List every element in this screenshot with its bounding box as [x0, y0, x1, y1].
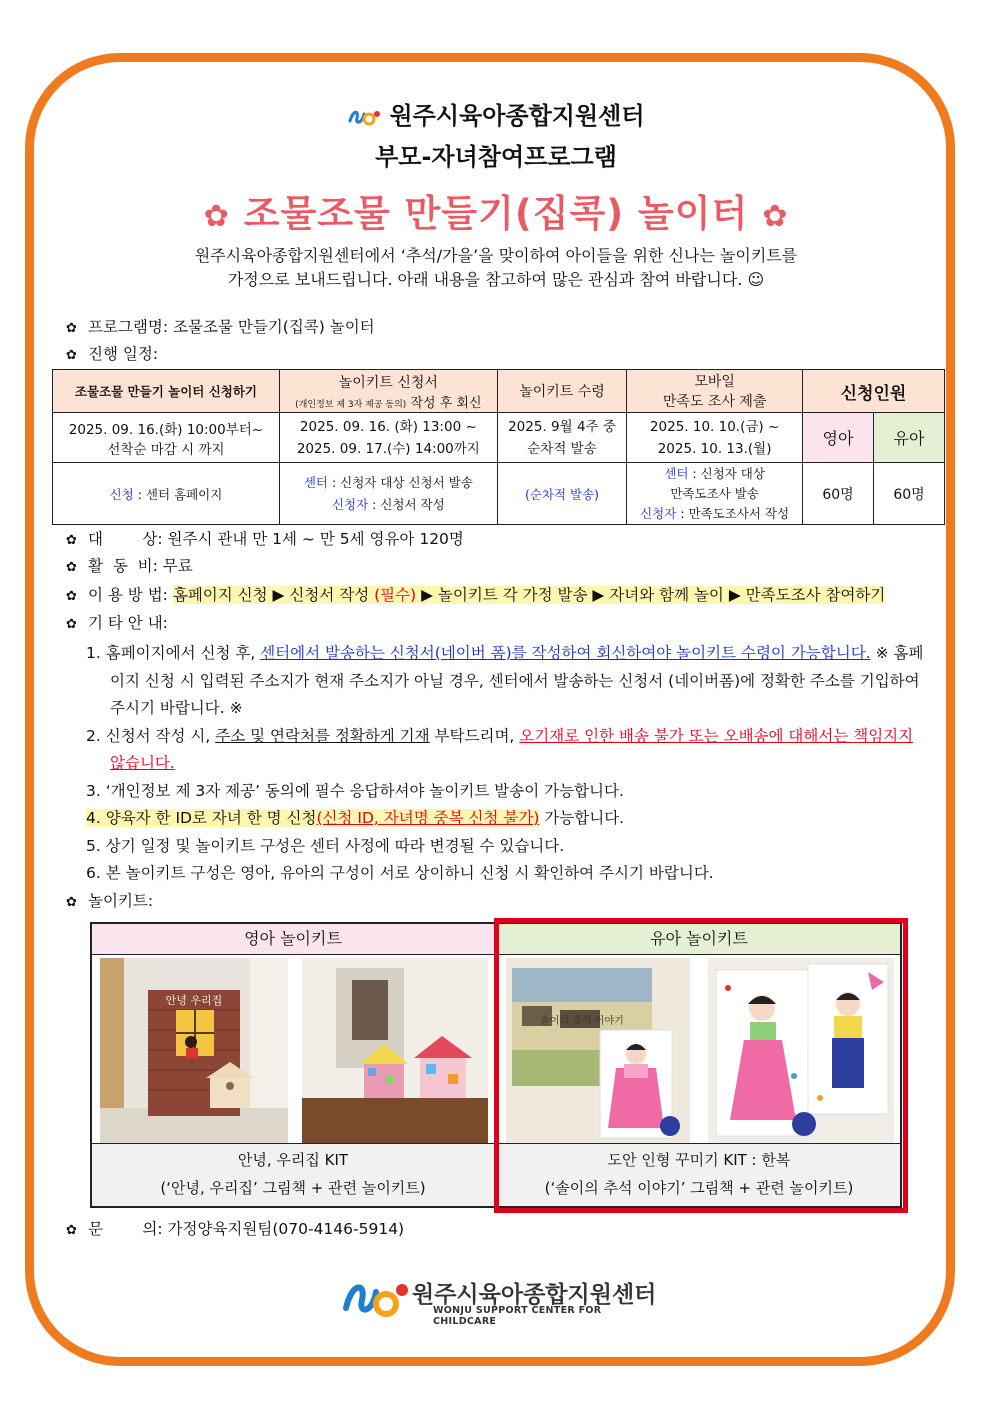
schedule-label-row: ✿ 진행 일정:	[66, 343, 158, 367]
infant-kit-desc: (‘안녕, 우리집’ 그림책 + 관련 놀이키트)	[160, 1179, 426, 1197]
bullet-flower-icon: ✿	[66, 589, 77, 604]
infant-count: 60명	[803, 463, 874, 525]
schedule-date-apply: 2025. 09. 16.(화) 10:00부터~ 선착순 마감 시 까지	[53, 413, 280, 463]
note-6: 6. 본 놀이키트 구성은 영아, 유아의 구성이 서로 상이하니 신청 시 확인하여 주시기 바랍니다.	[86, 864, 714, 882]
toddler-kit-name: 도안 인형 꾸미기 KIT : 한복	[607, 1151, 791, 1169]
intro-line: 원주시육아종합지원센터에서 ‘추석/가을’을 맞이하여 아이들을 위한 신나는 놀이키트를	[194, 246, 798, 265]
note-5: 5. 상기 일정 및 놀이키트 구성은 센터 사정에 따라 변경될 수 있습니다.	[86, 836, 565, 855]
usage-steps: 홈페이지 신청 ▶ 신청서 작성 (필수) ▶ 놀이키트 각 가정 발송 ▶ 자녀와 함께 놀이 ▶ 만족도조사 참여하기	[172, 586, 886, 604]
infant-kit-panel	[90, 922, 496, 1208]
footer-org-kr: 원주시육아종합지원센터	[412, 1282, 657, 1308]
flower-icon: ✿	[762, 199, 789, 234]
bullet-flower-icon: ✿	[66, 895, 77, 910]
note-1: 1. 홈페이지에서 신청 후, 센터에서 발송하는 신청서(네이버 폼)를 작성하여 회신하여야 놀이키트 수령이 가능합니다. ※ 홈페이지 신청 시 입력된 주소지가 현재 주소지가 아닐 경우, 센터에서 발송하는 신청서 (네이버폼)에 정확한 주소를 기입하여 주시기 바랍니다. ※	[86, 644, 924, 717]
schedule-header-apply: 조물조물 만들기 놀이터 신청하기	[53, 370, 280, 413]
toddler-kit-caption	[498, 1143, 900, 1206]
toddler-count: 60명	[874, 463, 945, 525]
page-title	[0, 183, 992, 237]
svg-text:솔이의 추석 이야기: 솔이의 추석 이야기	[540, 1016, 624, 1027]
schedule-header-receive: 놀이키트 수령	[497, 370, 626, 413]
schedule-detail-survey: 센터 : 신청자 대상 만족도조사 발송 신청자 : 만족도조사서 작성	[627, 463, 803, 525]
infant-book-photo	[100, 958, 288, 1144]
fee-row: ✿ 활 동 비: 무료	[66, 555, 193, 579]
schedule-header-count: 신청인원	[803, 370, 945, 413]
infant-label: 영아	[803, 413, 874, 463]
svg-text:안녕 우리집: 안녕 우리집	[165, 994, 223, 1007]
bullet-flower-icon: ✿	[66, 348, 77, 363]
center-logo-icon	[340, 1274, 410, 1322]
infant-kit-name: 안녕, 우리집 KIT	[237, 1151, 349, 1169]
footer-logo	[340, 1274, 660, 1327]
flower-icon: ✿	[203, 199, 230, 234]
schedule-date-form: 2025. 09. 16. (화) 13:00 ~ 2025. 09. 17.(수) 14:00까지	[279, 413, 497, 463]
schedule-detail-apply: 신청 : 센터 홈페이지	[53, 463, 280, 525]
notes-label-row: ✿ 기 타 안 내:	[66, 612, 168, 636]
toddler-kit-desc: (‘솔이의 추석 이야기’ 그림책 + 관련 놀이키트)	[544, 1179, 854, 1197]
kit-label-row: ✿ 놀이키트:	[66, 890, 153, 914]
intro-text	[0, 244, 992, 292]
bullet-flower-icon: ✿	[66, 321, 77, 336]
infant-kit-header: 영아 놀이키트	[92, 924, 494, 955]
bullet-flower-icon: ✿	[66, 560, 77, 575]
footer-org-en: WONJU SUPPORT CENTER FOR CHILDCARE	[433, 1305, 602, 1327]
notes-list	[86, 640, 926, 888]
note-4: 4. 양육자 한 ID로 자녀 한 명 신청(신청 ID, 자녀명 중복 신청 불가) 가능합니다.	[86, 809, 625, 827]
intro-line: 가정으로 보내드립니다. 아래 내용을 참고하여 많은 관심과 참여 바랍니다. ☺	[227, 270, 765, 289]
infant-kit-caption	[92, 1143, 494, 1206]
toddler-book-photo	[506, 958, 690, 1144]
target-row: ✿ 대 상: 원주시 관내 만 1세 ~ 만 5세 영유아 120명	[66, 528, 464, 552]
toddler-kit-panel	[496, 922, 902, 1208]
note-3: 3. ‘개인정보 제 3자 제공’ 동의에 필수 응답하셔야 놀이키트 발송이 가능합니다.	[86, 781, 624, 800]
bullet-flower-icon: ✿	[66, 617, 77, 632]
contact-row: ✿ 문 의: 가정양육지원팀(070-4146-5914)	[66, 1218, 404, 1242]
header-org	[0, 96, 992, 131]
note-2: 2. 신청서 작성 시, 주소 및 연락처를 정확하게 기재 부탁드리며, 오기재로 인한 배송 불가 또는 오배송에 대해서는 책임지지 않습니다.	[86, 726, 914, 772]
program-name-row: ✿ 프로그램명: 조물조물 만들기(집콕) 놀이터	[66, 316, 375, 340]
bullet-flower-icon: ✿	[66, 533, 77, 548]
title-text: 조물조물 만들기(집콕) 놀이터	[243, 192, 749, 235]
schedule-detail-form: 센터 : 신청자 대상 신청서 발송 신청자 : 신청서 작성	[279, 463, 497, 525]
infant-house-photo	[302, 958, 488, 1144]
schedule-table	[52, 369, 945, 525]
center-logo-icon	[347, 106, 381, 128]
schedule-date-receive: 2025. 9월 4주 중 순차적 발송	[497, 413, 626, 463]
bullet-flower-icon: ✿	[66, 1223, 77, 1238]
toddler-label: 유아	[874, 413, 945, 463]
schedule-date-survey: 2025. 10. 10.(금) ~ 2025. 10. 13.(월)	[627, 413, 803, 463]
toddler-doll-photo	[708, 958, 894, 1144]
schedule-header-form: 놀이키트 신청서 (개인정보 제 3자 제공 동의) 작성 후 회신	[279, 370, 497, 413]
schedule-header-survey: 모바일 만족도 조사 제출	[627, 370, 803, 413]
toddler-kit-header: 유아 놀이키트	[498, 924, 900, 955]
program-group: 부모-자녀참여프로그램	[375, 143, 617, 171]
usage-row: ✿ 이 용 방 법: 홈페이지 신청 ▶ 신청서 작성 (필수) ▶ 놀이키트 각 가정 발송 ▶ 자녀와 함께 놀이 ▶ 만족도조사 참여하기	[66, 584, 885, 608]
org-name: 원주시육아종합지원센터	[389, 102, 645, 130]
schedule-detail-receive: (순차적 발송)	[497, 463, 626, 525]
